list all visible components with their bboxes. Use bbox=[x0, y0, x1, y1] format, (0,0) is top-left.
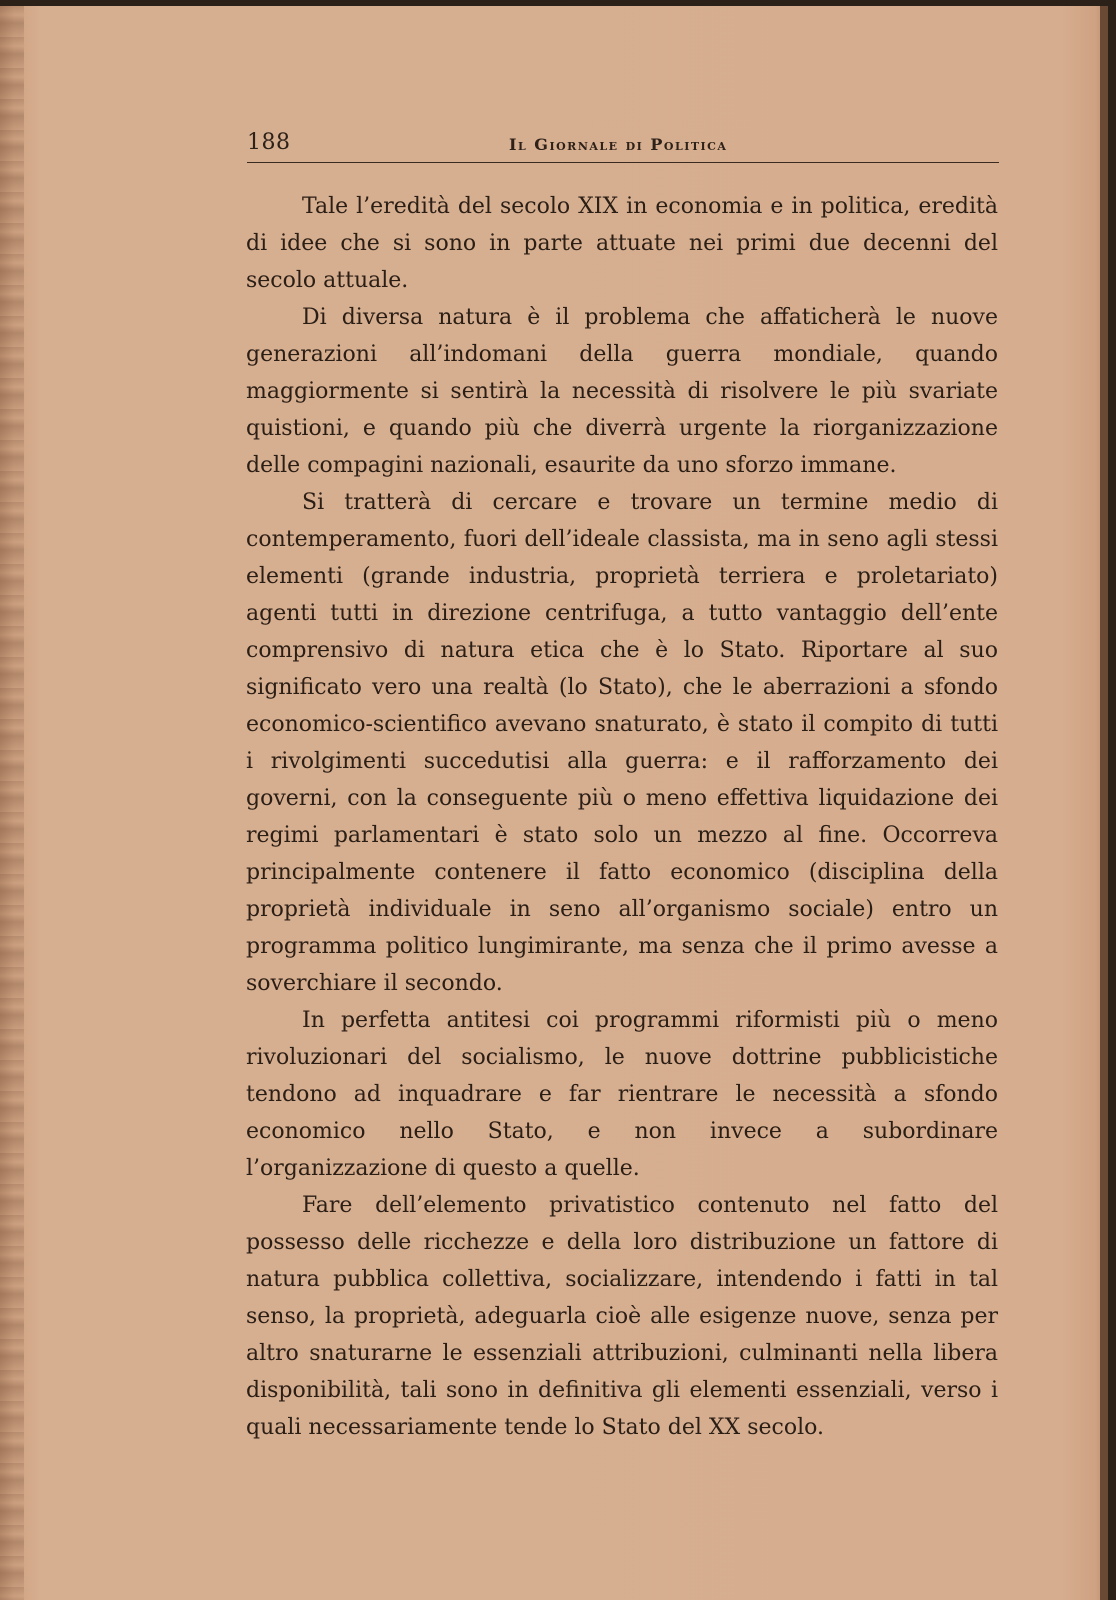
paragraph: Di diversa natura è il problema che affaticherà le nuove generazioni all’indomani della guerra mondiale, quando maggiormente si sentirà la necessità di risolvere le più svariate quistioni, e quando più che diverrà urgente la riorganizzazione delle compagini nazionali, esaurite da uno sforzo immane. bbox=[246, 305, 998, 478]
paragraph: Fare dell’elemento privatistico contenuto nel fatto del possesso delle ricchezze e della loro distribuzione un fattore di natura pubblica collettiva, socializzare, intendendo i fatti in tal senso, la proprietà, adeguarla cioè alle esigenze nuove, senza per altro snaturarne le essenziali attribuzioni, culminanti nella libera disponibilità, tali sono in definitiva gli elementi essenziali, verso i quali necessariamente tende lo Stato del XX secolo. bbox=[246, 1193, 998, 1440]
book-spine-edge bbox=[0, 6, 24, 1600]
paragraph: In perfetta antitesi coi programmi riformisti più o meno rivoluzionari del socialismo, le nuove dottrine pubblicistiche tendono ad inquadrare e far rientrare le necessità a sfondo economico nello Stato, e non invece a subordinare l’organizzazione di questo a quelle. bbox=[246, 1008, 998, 1181]
page-header bbox=[247, 124, 999, 163]
page-right-edge bbox=[1100, 6, 1108, 1600]
page-number: 188 bbox=[247, 130, 291, 155]
body-text bbox=[246, 188, 998, 1446]
paragraph: Tale l’eredità del secolo XIX in economia e in politica, eredità di idee che si sono in parte attuate nei primi due decenni del secolo attuale. bbox=[246, 194, 998, 293]
paragraph: Si tratterà di cercare e trovare un termine medio di contemperamento, fuori dell’ideale classista, ma in seno agli stessi elementi (grande industria, proprietà terriera e proletariato) agenti tutti in direzione centrifuga, a tutto vantaggio dell’ente comprensivo di natura etica che è lo Stato. Riportare al suo significato vero una realtà (lo Stato), che le aberrazioni a sfondo economico-scientifico avevano snaturato, è stato il compito di tutti i rivolgimenti succedutisi alla guerra: e il rafforzamento dei governi, con la conseguente più o meno effettiva liquidazione dei regimi parlamentari è stato solo un mezzo al fine. Occorreva principalmente contenere il fatto economico (disciplina della proprietà individuale in seno all’organismo sociale) entro un programma politico lungimirante, ma senza che il primo avesse a soverchiare il secondo. bbox=[246, 490, 998, 996]
book-page bbox=[0, 6, 1108, 1600]
running-head: Il Giornale di Politica bbox=[509, 135, 728, 154]
